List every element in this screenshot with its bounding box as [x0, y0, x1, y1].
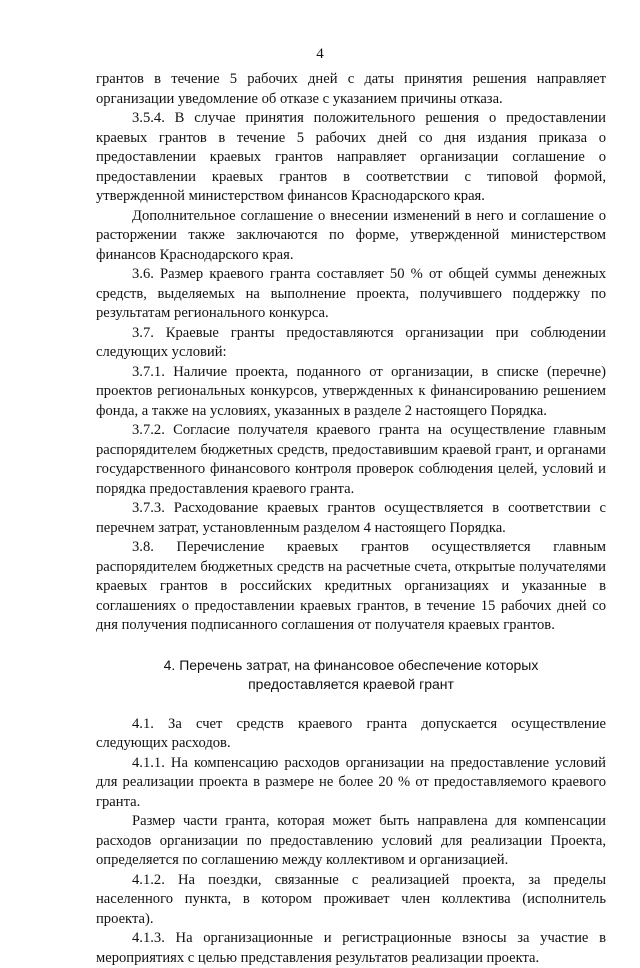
document-body: [96, 70, 606, 968]
paragraph-4-1-2: 4.1.2. На поездки, связанные с реализацией проекта, за пределы населенного пункта, в котором проживает член коллектива (исполнитель проекта).: [96, 871, 606, 927]
paragraph-continuation: грантов в течение 5 рабочих дней с даты принятия решения направляет организации уведомление об отказе с указанием причины отказа.: [96, 71, 606, 107]
paragraph-3-6: 3.6. Размер краевого гранта составляет 50 % от общей суммы денежных средств, выделяемых на выполнение проекта, получившего поддержку по результатам регионального конкурса.: [96, 266, 606, 321]
paragraph-3-8: 3.8. Перечисление краевых грантов осуществляется главным распорядителем бюджетных средств на расчетные счета, открытые получателями краевых грантов в российских кредитных организациях и указанные в соглашениях о предоставлении краевых грантов, в течение 15 рабочих дней со дня получения подписанного соглашения от получателя краевых грантов.: [96, 539, 606, 633]
paragraph-4-1: 4.1. За счет средств краевого гранта допускается осуществление следующих расходов.: [96, 715, 606, 751]
section-4-heading: [96, 656, 606, 695]
paragraph-3-7-3: 3.7.3. Расходование краевых грантов осуществляется в соответствии с перечнем затрат, установленным разделом 4 настоящего Порядка.: [96, 500, 606, 536]
paragraph-grant-part: Размер части гранта, которая может быть направлена для компенсации расходов организации по предоставлению условий для реализации Проекта, определяется по соглашению между коллективом и организацией.: [96, 813, 606, 868]
paragraph-3-7: 3.7. Краевые гранты предоставляются организации при соблюдении следующих условий:: [96, 324, 606, 360]
section-4-heading-line2: предоставляется краевой грант: [248, 676, 454, 692]
paragraph-3-5-4: 3.5.4. В случае принятия положительного решения о предоставлении краевых грантов в течение 5 рабочих дней со дня издания приказа о предоставлении краевых грантов направляет организации соглашение о предоставлении краевых грантов в соответствии с типовой формой, утвержденной министерством финансов Краснодарского края.: [96, 110, 606, 204]
paragraph-4-1-1: 4.1.1. На компенсацию расходов организации на предоставление условий для реализации проекта в размере не более 20 % от предоставляемого краевого гранта.: [96, 754, 606, 810]
page-number: 4: [316, 46, 324, 62]
paragraph-4-1-3: 4.1.3. На организационные и регистрационные взносы за участие в мероприятиях с целью представления результатов реализации проекта.: [96, 930, 606, 966]
paragraph-3-7-1: 3.7.1. Наличие проекта, поданного от организации, в списке (перечне) проектов региональных конкурсов, утвержденных к финансированию решением фонда, а также на условиях, указанных в разделе 2 настоящего Порядка.: [96, 363, 606, 419]
section-4-heading-line1: 4. Перечень затрат, на финансовое обеспечение которых: [163, 656, 539, 673]
paragraph-3-7-2: 3.7.2. Согласие получателя краевого гранта на осуществление главным распорядителем бюджетных средств, предоставившим краевой грант, и органами государственного финансового контроля проверок соблюдения целей, условий и порядка предоставления краевого гранта.: [96, 422, 606, 497]
paragraph-additional-agreement: Дополнительное соглашение о внесении изменений в него и соглашение о расторжении также заключаются по форме, утвержденной министерством финансов Краснодарского края.: [96, 207, 606, 263]
